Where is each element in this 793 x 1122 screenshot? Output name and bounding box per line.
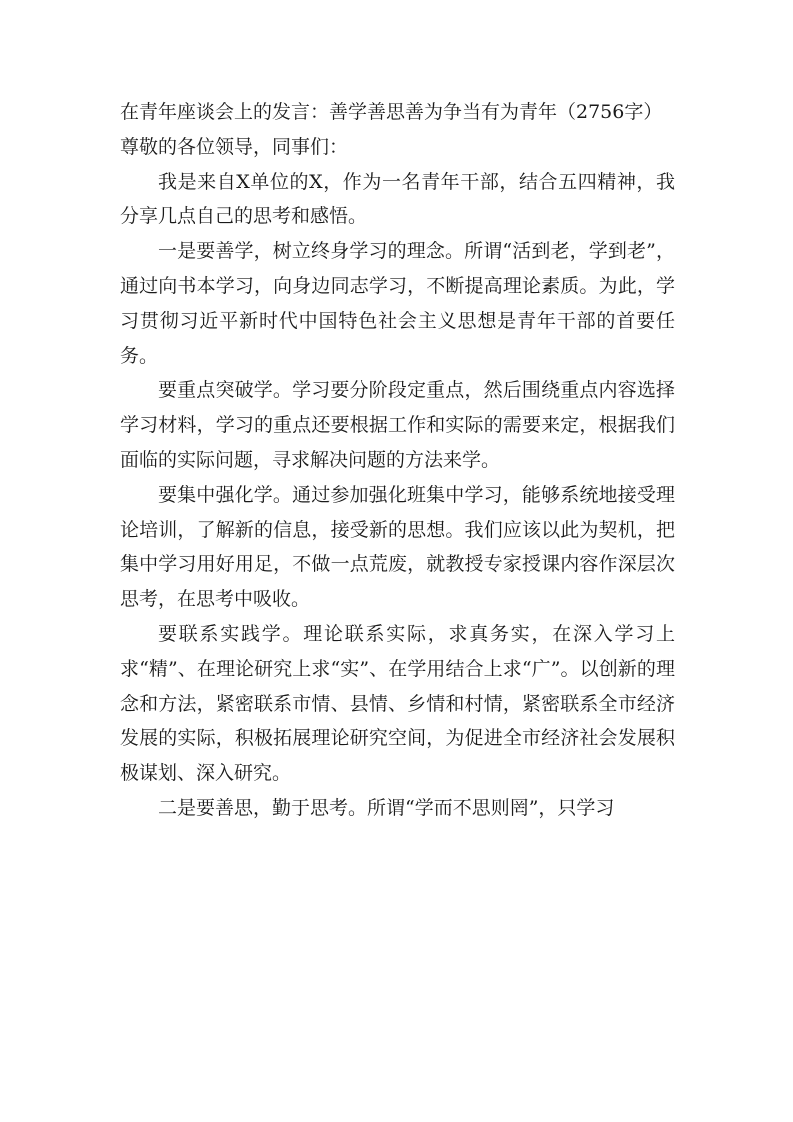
document-title: 在青年座谈会上的发言：善学善思善为争当有为青年（2756字） <box>120 101 663 123</box>
paragraph-point-one: 一是要善学，树立终身学习的理念。所谓“活到老，学到老”，通过向书本学习，向身边同志学习，不断提高理论素质。为此，学习贯彻习近平新时代中国特色社会主义思想是青年干部的首要任务。 <box>120 240 675 367</box>
document-page <box>120 95 675 826</box>
paragraph-focus-study: 要重点突破学。学习要分阶段定重点，然后围绕重点内容选择学习材料，学习的重点还要根据工作和实际的需要来定，根据我们面临的实际问题，寻求解决问题的方法来学。 <box>120 379 675 471</box>
paragraph-practice-study: 要联系实践学。理论联系实际，求真务实，在深入学习上求“精”、在理论研究上求“实”、在学用结合上求“广”。以创新的理念和方法，紧密联系市情、县情、乡情和村情，紧密联系全市经济发展的实际，积极拓展理论研究空间，为促进全市经济社会发展积极谋划、深入研究。 <box>120 622 675 785</box>
paragraph-intro: 我是来自X单位的X，作为一名青年干部，结合五四精神，我分享几点自己的思考和感悟。 <box>120 170 675 228</box>
paragraph-point-two: 二是要善思，勤于思考。所谓“学而不思则罔”，只学习 <box>158 796 615 819</box>
salutation: 尊敬的各位领导，同事们： <box>120 135 349 158</box>
paragraph-intensive-study: 要集中强化学。通过参加强化班集中学习，能够系统地接受理论培训，了解新的信息，接受新的思想。我们应该以此为契机，把集中学习用好用足，不做一点荒废，就教授专家授课内容作深层次思考，在思考中吸收。 <box>120 483 675 611</box>
